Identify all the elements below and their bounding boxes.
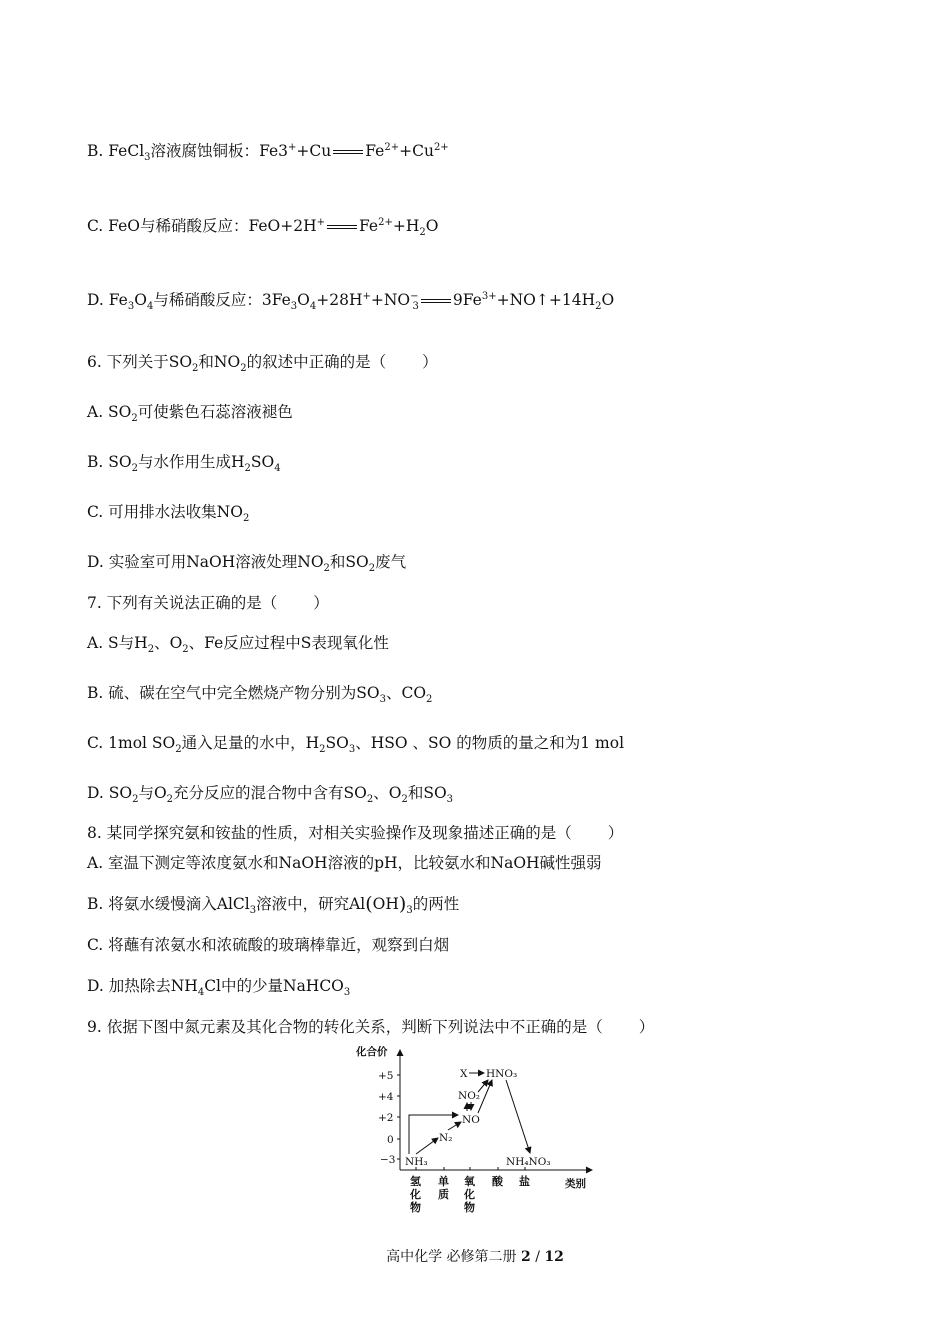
q5-option-c: C. FeO与稀硝酸反应：FeO+2H+ $Fe^{2+}+H_2O$ — [87, 216, 439, 239]
species-x: X — [460, 1068, 468, 1080]
q8-option-b: B. 将氨水缓慢滴入AlCl$_3$溶液中，研究$Al(OH)_3$的两性 — [87, 893, 460, 917]
q5-option-b: B. FeCl$_3$溶液腐蚀铜板：Fe3++Cu $Fe^{2+}+Cu^{2+}$ — [87, 141, 449, 164]
species-nh4no3: NH₄NO₃ — [506, 1156, 551, 1168]
q7-option-a: A. S与$H_2$、$O_2$、Fe反应过程中S表现氧化性 — [87, 634, 389, 656]
arrow-hno3-to-nh4no3 — [506, 1080, 530, 1153]
page-footer: 高中化学 必修第二册 2 / 12 — [386, 1249, 564, 1265]
q6-option-d: D. 实验室可用NaOH溶液处理$NO_2$和$SO_2$废气 — [87, 553, 407, 575]
page-number: 2 — [521, 1249, 531, 1265]
arrow-nh3-to-n2 — [416, 1138, 438, 1154]
x-cat-hydride: 物 — [410, 1201, 421, 1214]
species-no2: NO₂ — [458, 1090, 481, 1102]
x-cat-element: 单 — [438, 1175, 449, 1188]
x-cat-oxide: 化 — [464, 1188, 475, 1201]
species-hno3: HNO₃ — [486, 1068, 518, 1080]
arrow-n2-to-no — [448, 1122, 461, 1130]
x-cat-element: 质 — [438, 1188, 449, 1201]
equals-arrow — [327, 225, 357, 229]
q5-option-d: D. $Fe_3O_4$与稀硝酸反应：$3Fe_3O_4+28H^++NO^-_3$ $9Fe^{3+}+NO↑+14H_2O$ — [87, 290, 615, 313]
q6-option-a: A. $SO_2$可使紫色石蕊溶液褪色 — [87, 403, 293, 425]
page-total: 12 — [544, 1249, 564, 1265]
species-nh3: NH₃ — [405, 1156, 428, 1168]
y-tick: 0 — [387, 1134, 394, 1146]
q9-stem: 9. 依据下图中氮元素及其化合物的转化关系，判断下列说法中不正确的是（ ） — [87, 1018, 655, 1036]
species-no: NO — [462, 1114, 480, 1126]
q6-option-b: B. $SO_2$与水作用生成$H_2SO_4$ — [87, 453, 281, 475]
q6-option-c: C. 可用排水法收集$NO_2$ — [87, 503, 250, 525]
x-cat-acid: 酸 — [492, 1175, 503, 1188]
q7-option-c: C. 1mol $SO_2$通入足量的水中，$H_2SO_3$、HSO 、SO 的物质的量之和为1 mol — [87, 734, 625, 756]
arrow-no2-to-hno3 — [478, 1080, 488, 1092]
y-tick: −3 — [380, 1154, 396, 1166]
q8-stem: 8. 某同学探究氨和铵盐的性质，对相关实验操作及现象描述正确的是（ ） — [87, 824, 624, 842]
equals-arrow — [421, 299, 451, 303]
nitrogen-valence-diagram — [352, 1042, 602, 1214]
q8-option-a: A. 室温下测定等浓度氨水和NaOH溶液的pH，比较氨水和NaOH碱性强弱 — [87, 854, 602, 872]
y-axis-title: 化合价 — [356, 1046, 388, 1058]
q8-option-c: C. 将蘸有浓氨水和浓硫酸的玻璃棒靠近，观察到白烟 — [87, 936, 450, 954]
x-cat-salt: 盐 — [519, 1175, 530, 1188]
x-axis-title: 类别 — [565, 1178, 586, 1190]
arrow-no-to-hno3 — [478, 1080, 492, 1113]
q6-stem: 6. 下列关于$SO_2$和$NO_2$的叙述中正确的是（ ） — [87, 353, 438, 375]
q7-option-b: B. 硫、碳在空气中完全燃烧产物分别为$SO_3$、$CO_2$ — [87, 684, 433, 706]
equals-arrow — [333, 150, 363, 154]
species-n2: N₂ — [439, 1132, 453, 1144]
y-tick: +5 — [378, 1070, 394, 1082]
x-cat-hydride: 化 — [410, 1188, 421, 1201]
q8-option-d: D. 加热除去$NH_4Cl$中的少量NaHCO$_3$ — [87, 977, 351, 999]
x-cat-hydride: 氢 — [410, 1175, 421, 1188]
y-tick: +2 — [378, 1112, 394, 1124]
x-cat-oxide: 氧 — [464, 1175, 475, 1188]
x-cat-oxide: 物 — [464, 1201, 475, 1214]
q7-stem: 7. 下列有关说法正确的是（ ） — [87, 594, 329, 612]
q7-option-d: D. $SO_2$与$O_2$充分反应的混合物中含有$SO_2$、$O_2$和$SO_3$ — [87, 784, 454, 806]
y-tick: +4 — [378, 1091, 394, 1103]
